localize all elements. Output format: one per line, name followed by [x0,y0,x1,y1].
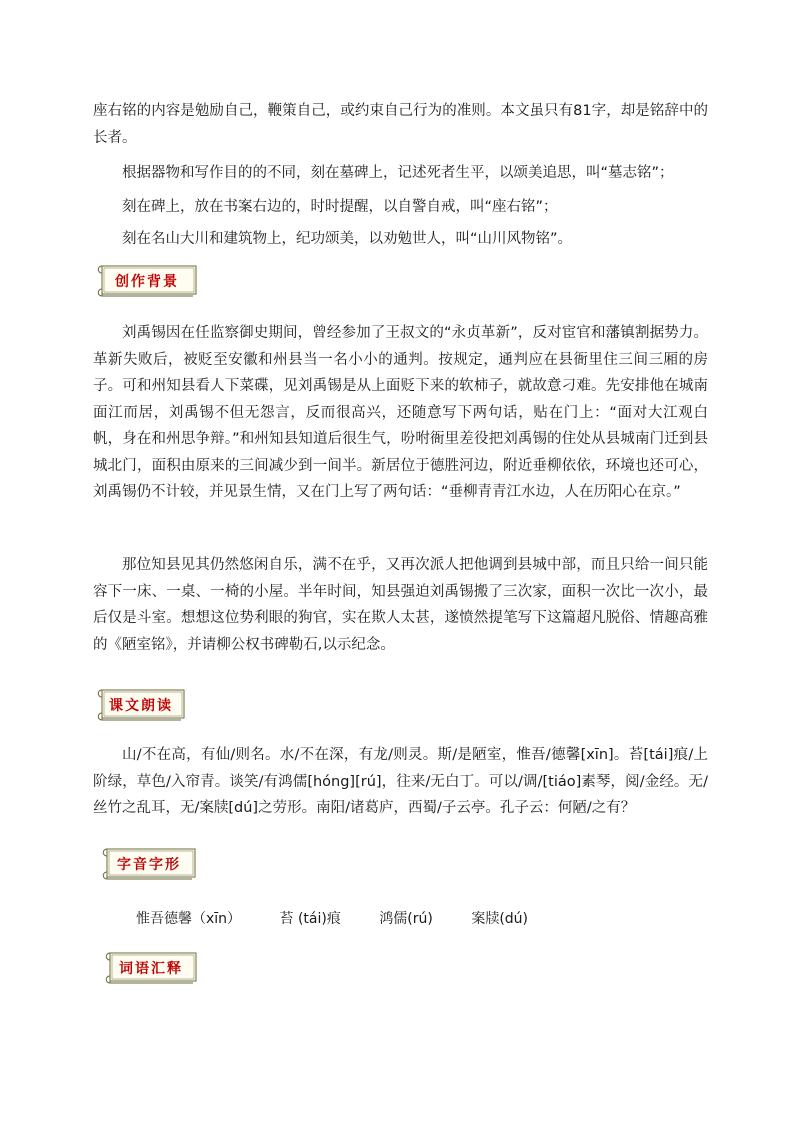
intro-paragraph-4: 刻在名山大川和建筑物上，纪功颂美，以劝勉世人，叫“山川风物铭”。 [122,231,573,247]
intro-paragraph-2: 根据器物和写作目的的不同，刻在墓碑上，记述死者生平，以颂美追思，叫“墓志铭”； [122,165,674,181]
pronunciation-item: 鸿儒(rú) [379,911,433,927]
section-banner-reading [95,687,187,723]
background-paragraph-1: 刘禹锡因在任监察御史期间，曾经参加了王叔文的“永贞革新”，反对宦官和藩镇割据势力。革新失败后，被贬至安徽和州县当一名小小的通判。按规定，通判应在县衙里住三间三厢的房子。可和州知县看人下菜碟，见刘禹锡是从上面贬下来的软柿子，就故意刁难。先安排他在城南面江而居，刘禹锡不但无怨言，反而很高兴，还随意写下两句话，贴在门上：“面对大江观白帆，身在和州思争辩。”和州知县知道后很生气，吩咐衙里差役把刘禹锡的住处从县城南门迁到县城北门，面积由原来的三间减少到一间半。新居位于德胜河边，附近垂柳依依，环境也还可心，刘禹锡仍不计较，并见景生情，又在门上写了两句话：“垂柳青青江水边，人在历阳心在京。” [93,325,708,500]
section-title-pronunciation: 字音字形 [117,857,181,873]
background-paragraph-2: 那位知县见其仍然悠闲自乐，满不在乎，又再次派人把他调到县城中部，而且只给一间只能容下一床、一桌、一椅的小屋。半年时间，知县强迫刘禹锡搬了三次家，面积一次比一次小，最后仅是斗室。想想这位势利眼的狗官，实在欺人太甚，遂愤然提笔写下这篇超凡脱俗、情趣高雅的《陋室铭》，并请柳公权书碑勒石,以示纪念。 [93,557,708,653]
reading-text: 山/不在高，有仙/则名。水/不在深，有龙/则灵。斯/是陋室，惟吾/德馨[xīn]。苔[tái]痕/上阶绿，草色/入帘青。谈笑/有鸿儒[hóng][rú]，往来/无白丁。可以/调/[tiáo]素琴，阅/金经。无/丝竹之乱耳，无/案牍[dú]之劳形。南阳/诸葛庐，西蜀/子云亭。孔子云：何陋/之有？ [93,747,708,816]
pronunciation-item: 惟吾德馨（xīn） [136,911,242,927]
pronunciation-list [136,908,562,930]
section-title-vocabulary: 词语汇释 [119,961,183,977]
section-banner-background [95,263,199,299]
intro-paragraph-3: 刻在碑上，放在书案右边的，时时提醒，以自警自戒，叫“座右铭”； [122,199,558,215]
section-title-background: 创作背景 [115,274,179,290]
intro-paragraph-1: 座右铭的内容是勉励自己，鞭策自己，或约束自己行为的准则。本文虽只有81字，却是铭辞中的长者。 [93,103,708,146]
pronunciation-item: 苔 (tái)痕 [279,911,341,927]
section-title-reading: 课文朗读 [109,698,173,714]
pronunciation-item: 案牍(dú) [471,911,529,927]
section-banner-vocabulary [103,950,199,986]
section-banner-pronunciation [100,846,198,882]
